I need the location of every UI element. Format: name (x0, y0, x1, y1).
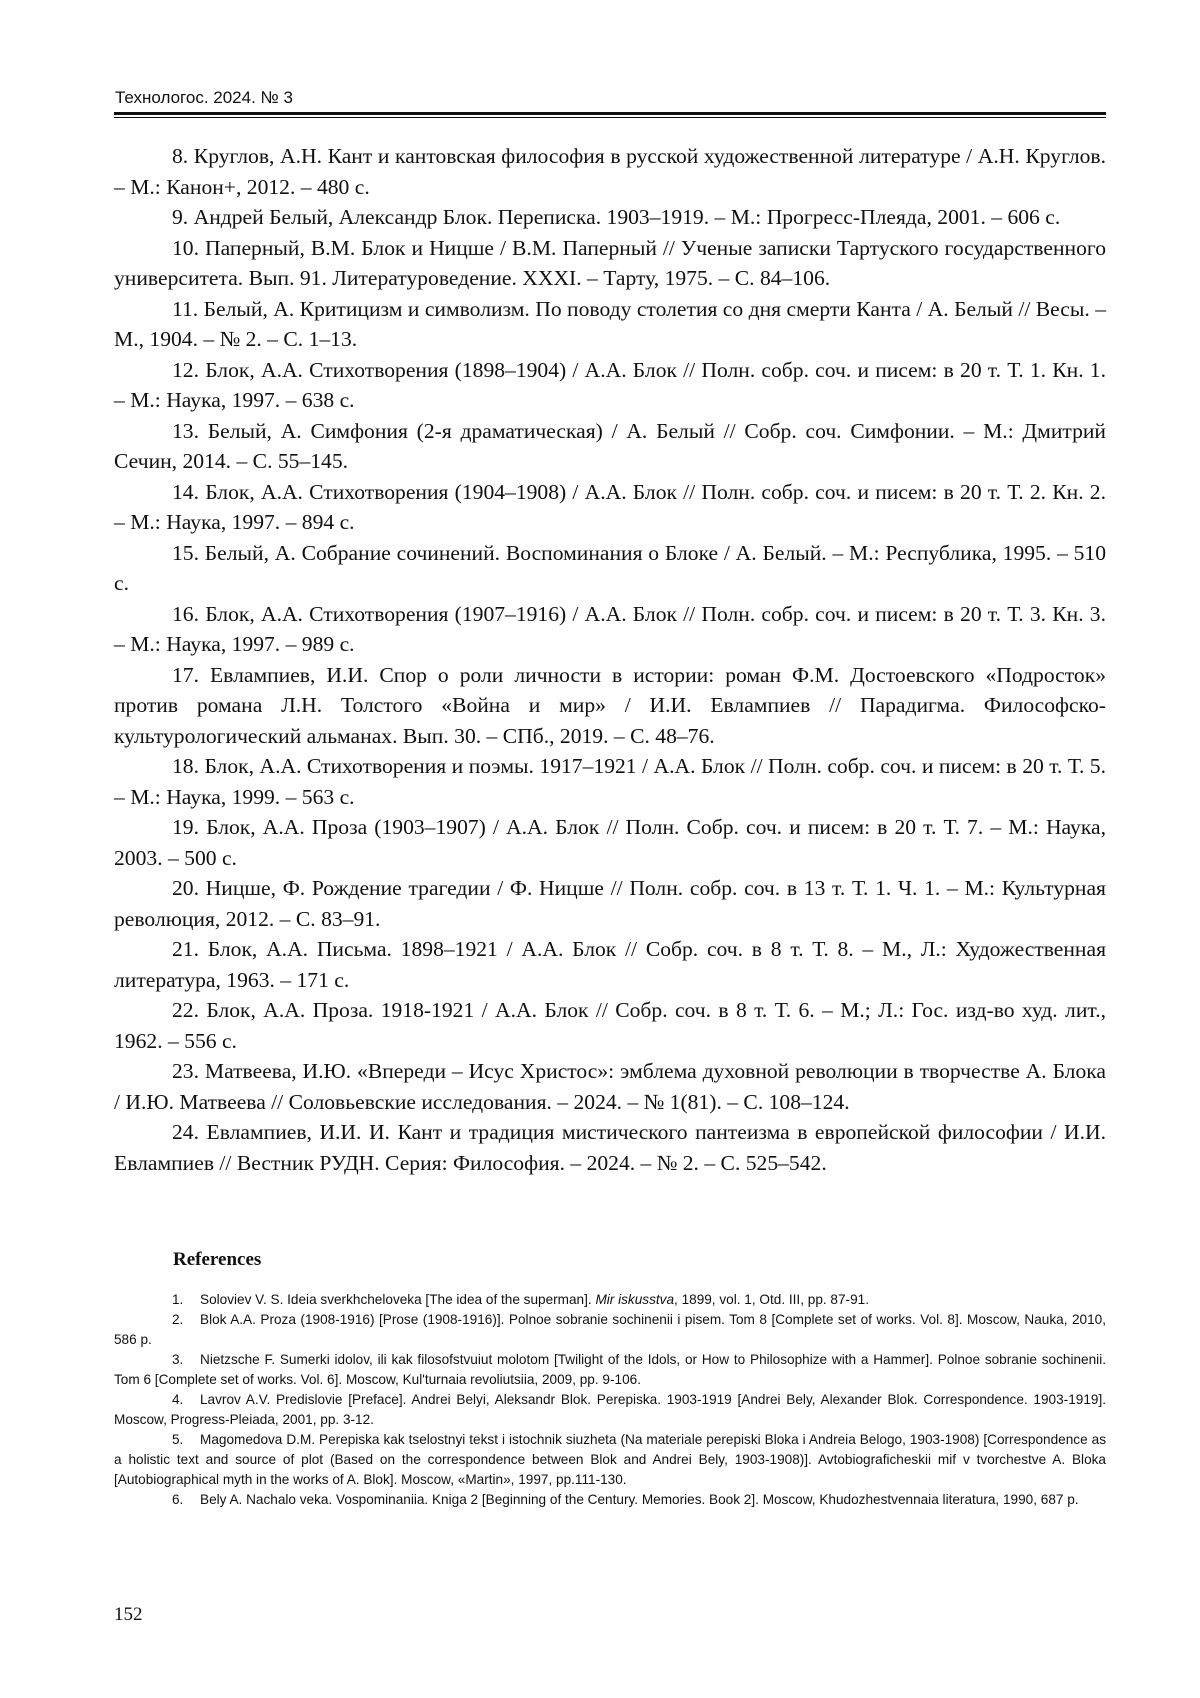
reference-ru-item: 24. Евлампиев, И.И. И. Кант и традиция мистического пантеизма в европейской философии / И.И. Евлампиев // Вестник РУДН. Серия: Философия. – 2024. – № 2. – С. 525–542. (114, 1120, 1106, 1175)
reference-ru-item: 10. Паперный, В.М. Блок и Ницше / В.М. Паперный // Ученые записки Тартуского государственного университета. Вып. 91. Литературоведение. XXXI. – Тарту, 1975. – С. 84–106. (114, 235, 1106, 290)
reference-ru-item: 18. Блок, А.А. Стихотворения и поэмы. 1917–1921 / А.А. Блок // Полн. собр. соч. и писем: в 20 т. Т. 5. – М.: Наука, 1999. – 563 с. (114, 754, 1106, 809)
reference-ru-item: 17. Евлампиев, И.И. Спор о роли личности в истории: роман Ф.М. Достоевского «Подросток» против романа Л.Н. Толстого «Война и мир» / И.И. Евлампиев // Парадигма. Философско-культурологический альманах. Вып. 30. – СПб., 2019. – С. 48–76. (114, 662, 1106, 748)
reference-en-item (114, 1350, 1106, 1390)
reference-ru-item: 23. Матвеева, И.Ю. «Впереди – Исус Христос»: эмблема духовной революции в творчестве А. Блока / И.Ю. Матвеева // Соловьевские исследования. – 2024. – № 1(81). – С. 108–124. (114, 1059, 1106, 1114)
references-en-heading: References (173, 1249, 262, 1270)
reference-ru-item: 13. Белый, А. Симфония (2-я драматическая) / А. Белый // Собр. соч. Симфонии. – М.: Дмитрий Сечин, 2014. – С. 55–145. (114, 418, 1106, 473)
header-rule-thick (114, 112, 1106, 115)
references-en-list (114, 1290, 1106, 1510)
reference-en-number: 2. (172, 1312, 184, 1327)
reference-en-number: 6. (172, 1492, 184, 1507)
reference-en-text: Blok A.A. Proza (1908-1916) [Prose (1908-1916)]. Polnoe sobranie sochinenii i pisem. Tom 8 [Complete set of works. Vol. 8]. Moscow, Nauka, 2010, 586 p. (114, 1312, 1106, 1347)
reference-en-number: 3. (172, 1352, 184, 1367)
journal-header: Технологос. 2024. № 3 (115, 88, 293, 107)
reference-ru-item: 19. Блок, А.А. Проза (1903–1907) / А.А. Блок // Полн. Собр. соч. и писем: в 20 т. Т. 7. – М.: Наука, 2003. – 500 с. (114, 815, 1106, 870)
reference-en-italic: Mir iskusstva (595, 1292, 675, 1307)
reference-ru-item: 22. Блок, А.А. Проза. 1918-1921 / А.А. Блок // Собр. соч. в 8 т. Т. 6. – М.; Л.: Гос. изд-во худ. лит., 1962. – 556 с. (114, 998, 1106, 1053)
reference-en-item (114, 1490, 1106, 1510)
reference-en-text: Lavrov A.V. Predislovie [Preface]. Andrei Belyi, Aleksandr Blok. Perepiska. 1903-1919 [Andrei Bely, Alexander Blok. Correspondence. 1903-1919]. Moscow, Progress-Pleiada, 2001, pp. 3-12. (114, 1392, 1106, 1427)
reference-ru-item: 14. Блок, А.А. Стихотворения (1904–1908) / А.А. Блок // Полн. собр. соч. и писем: в 20 т. Т. 2. Кн. 2. – М.: Наука, 1997. – 894 с. (114, 479, 1106, 534)
reference-ru-item: 20. Ницше, Ф. Рождение трагедии / Ф. Ницше // Полн. собр. соч. в 13 т. Т. 1. Ч. 1. – М.: Культурная революция, 2012. – С. 83–91. (114, 876, 1106, 931)
reference-ru-item: 12. Блок, А.А. Стихотворения (1898–1904) / А.А. Блок // Полн. собр. соч. и писем: в 20 т. Т. 1. Кн. 1. – М.: Наука, 1997. – 638 с. (114, 357, 1106, 412)
reference-en-text: Soloviev V. S. Ideia sverkhcheloveka [The idea of the superman]. (200, 1292, 596, 1307)
reference-ru-item: 9. Андрей Белый, Александр Блок. Переписка. 1903–1919. – М.: Прогресс-Плеяда, 2001. – 606 с. (172, 205, 1061, 229)
reference-ru-item: 11. Белый, А. Критицизм и символизм. По поводу столетия со дня смерти Канта / А. Белый // Весы. – М., 1904. – № 2. – С. 1–13. (114, 296, 1106, 351)
reference-en-item (114, 1430, 1106, 1490)
references-ru-list (114, 141, 1106, 1178)
reference-en-number: 5. (172, 1432, 184, 1447)
reference-en-item (114, 1290, 1106, 1310)
reference-en-item (114, 1390, 1106, 1430)
reference-en-number: 4. (172, 1392, 184, 1407)
reference-ru-item: 21. Блок, А.А. Письма. 1898–1921 / А.А. Блок // Собр. соч. в 8 т. Т. 8. – М., Л.: Художественная литература, 1963. – 171 с. (114, 937, 1106, 992)
reference-ru-item: 8. Круглов, А.Н. Кант и кантовская философия в русской художественной литературе / А.Н. Круглов. – М.: Канон+, 2012. – 480 с. (114, 144, 1106, 199)
reference-en-text: Nietzsche F. Sumerki idolov, ili kak filosofstvuiut molotom [Twilight of the Idols, or How to Philosophize with a Hammer]. Polnoe sobranie sochinenii. Tom 6 [Complete set of works. Vol. 6]. Moscow, Kul'turnaia revoliutsiia, 2009, pp. 9-106. (114, 1352, 1106, 1387)
reference-en-number: 1. (172, 1292, 184, 1307)
reference-ru-item: 15. Белый, А. Собрание сочинений. Воспоминания о Блоке / А. Белый. – М.: Республика, 1995. – 510 с. (114, 540, 1106, 595)
reference-en-item (114, 1310, 1106, 1350)
reference-en-text: Magomedova D.M. Perepiska kak tselostnyi tekst i istochnik siuzheta (Na materiale perepiski Bloka i Andreia Belogo, 1903-1908) [Correspondence as a holistic text and source of plot (Based on the correspondence between Blok and Andrei Bely, 1903-1908)]. Avtobiograficheskii mif v tvorchestve A. Bloka [Autobiographical myth in the works of A. Blok]. Moscow, «Martin», 1997, pp.111-130. (114, 1432, 1106, 1487)
header-rule-thin (114, 117, 1106, 118)
reference-en-text-end: , 1899, vol. 1, Otd. III, pp. 87-91. (674, 1292, 869, 1307)
reference-ru-item: 16. Блок, А.А. Стихотворения (1907–1916) / А.А. Блок // Полн. собр. соч. и писем: в 20 т. Т. 3. Кн. 3. – М.: Наука, 1997. – 989 с. (114, 601, 1106, 656)
reference-en-text: Bely A. Nachalo veka. Vospominaniia. Kniga 2 [Beginning of the Century. Memories. Book 2]. Moscow, Khudozhestvennaia literatura, 1990, 687 p. (200, 1492, 1079, 1507)
page-number: 152 (114, 1604, 143, 1625)
